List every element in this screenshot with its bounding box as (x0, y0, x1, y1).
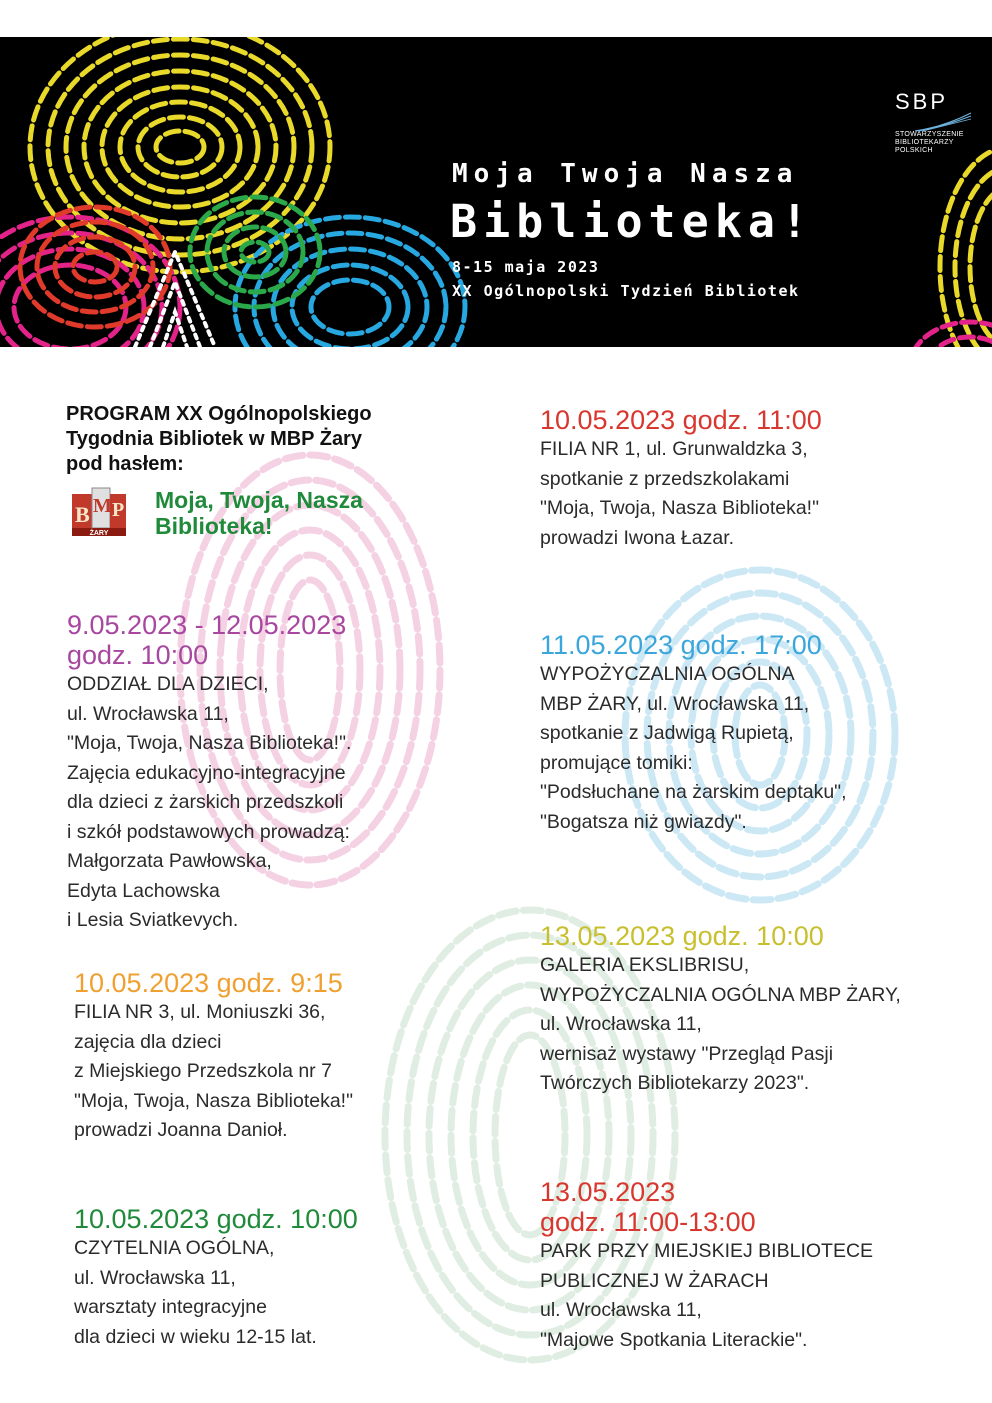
event-line: "Bogatsza niż gwiazdy". (540, 810, 747, 833)
banner-dates: 8-15 maja 2023 (452, 258, 600, 276)
event-5 (540, 630, 847, 837)
banner-event: XX Ogólnopolski Tydzień Bibliotek (452, 282, 800, 300)
event-line: "Majowe Spotkania Literackie". (540, 1328, 808, 1351)
event-line: Zajęcia edukacyjno-integracyjne (67, 761, 346, 784)
event-line: WYPOŻYCZALNIA OGÓLNA (540, 663, 795, 685)
fingerprint-art (0, 37, 992, 347)
event-date: 13.05.2023 godz. 11:00-13:00 (540, 1177, 756, 1237)
event-line: FILIA NR 3, ul. Moniuszki 36, (74, 1001, 326, 1023)
event-line: Twórczych Bibliotekarzy 2023". (540, 1072, 810, 1094)
event-date: 11.05.2023 godz. 17:00 (540, 630, 822, 660)
svg-text:M: M (93, 495, 112, 517)
event-date: 10.05.2023 godz. 10:00 (74, 1204, 358, 1234)
event-line: Edyta Lachowska (67, 879, 220, 902)
event-line: GALERIA EKSLIBRISU, (540, 954, 750, 976)
event-2 (74, 968, 353, 1146)
banner-title-line1: Moja Twoja Nasza (452, 159, 799, 189)
event-line: CZYTELNIA OGÓLNA, (74, 1237, 275, 1259)
event-7 (540, 1177, 873, 1355)
event-line: WYPOŻYCZALNIA OGÓLNA MBP ŻARY, (540, 983, 901, 1006)
event-line: ODDZIAŁ DLA DZIECI, (67, 673, 269, 695)
event-line: dla dzieci w wieku 12-15 lat. (74, 1325, 317, 1348)
event-3 (74, 1204, 358, 1352)
sbp-logo-text: SBP (895, 89, 949, 114)
header-banner (0, 37, 992, 347)
event-line: "Moja, Twoja, Nasza Biblioteka!" (540, 497, 820, 519)
event-line: ul. Wrocławska 11, (540, 1013, 702, 1035)
event-4 (540, 405, 822, 553)
event-date: 9.05.2023 - 12.05.2023 godz. 10:00 (67, 610, 347, 670)
sbp-swoosh-icon (913, 111, 973, 133)
svg-text:P: P (112, 499, 125, 521)
event-line: spotkanie z Jadwigą Rupietą, (540, 722, 794, 744)
event-line: ul. Wrocławska 11, (67, 702, 229, 725)
banner-title-line2: Biblioteka! (450, 195, 815, 248)
mbp-logo-icon (68, 486, 130, 538)
slogan: Moja, Twoja, Nasza Biblioteka! (155, 487, 363, 539)
event-line: FILIA NR 1, ul. Grunwaldzka 3, (540, 438, 808, 460)
sbp-logo (895, 89, 964, 155)
event-line: "Moja, Twoja, Nasza Biblioteka!" (74, 1089, 354, 1112)
event-line: z Miejskiego Przedszkola nr 7 (74, 1060, 332, 1082)
event-line: PARK PRZY MIEJSKIEJ BIBLIOTECE (540, 1240, 874, 1262)
program-heading: PROGRAM XX Ogólnopolskiego Tygodnia Bibliotek w MBP Żary pod hasłem: (66, 403, 372, 475)
event-6 (540, 921, 901, 1099)
event-line: PUBLICZNEJ W ŻARACH (540, 1269, 769, 1292)
event-date: 10.05.2023 godz. 11:00 (540, 405, 822, 435)
event-line: prowadzi Iwona Łazar. (540, 526, 735, 549)
event-line: i Lesia Sviatkevych. (67, 909, 239, 931)
event-line: spotkanie z przedszkolakami (540, 467, 790, 490)
event-line: dla dzieci z żarskich przedszkoli (67, 791, 344, 813)
event-line: wernisaż wystawy "Przegląd Pasji (540, 1042, 834, 1065)
event-line: prowadzi Joanna Danioł. (74, 1119, 288, 1141)
event-line: MBP ŻARY, ul. Wrocławska 11, (540, 692, 810, 715)
sbp-subtitle: STOWARZYSZENIE BIBLIOTEKARZY POLSKICH (895, 131, 964, 154)
event-line: i szkół podstawowych prowadzą: (67, 820, 350, 843)
logo-sub-text: ŻARY (89, 530, 109, 537)
event-line: ul. Wrocławska 11, (540, 1299, 702, 1321)
event-line: warsztaty integracyjne (74, 1296, 267, 1318)
event-line: "Moja, Twoja, Nasza Biblioteka!". (67, 732, 352, 754)
mbp-zary-logo (68, 486, 130, 543)
event-line: ul. Wrocławska 11, (74, 1266, 236, 1289)
svg-text:B: B (75, 502, 90, 527)
event-1 (67, 610, 351, 936)
event-line: Małgorzata Pawłowska, (67, 850, 272, 872)
event-date: 13.05.2023 godz. 10:00 (540, 921, 824, 951)
event-line: "Podsłuchane na żarskim deptaku", (540, 781, 847, 803)
event-date: 10.05.2023 godz. 9:15 (74, 968, 343, 998)
event-line: zajęcia dla dzieci (74, 1030, 222, 1053)
event-line: promujące tomiki: (540, 751, 693, 774)
